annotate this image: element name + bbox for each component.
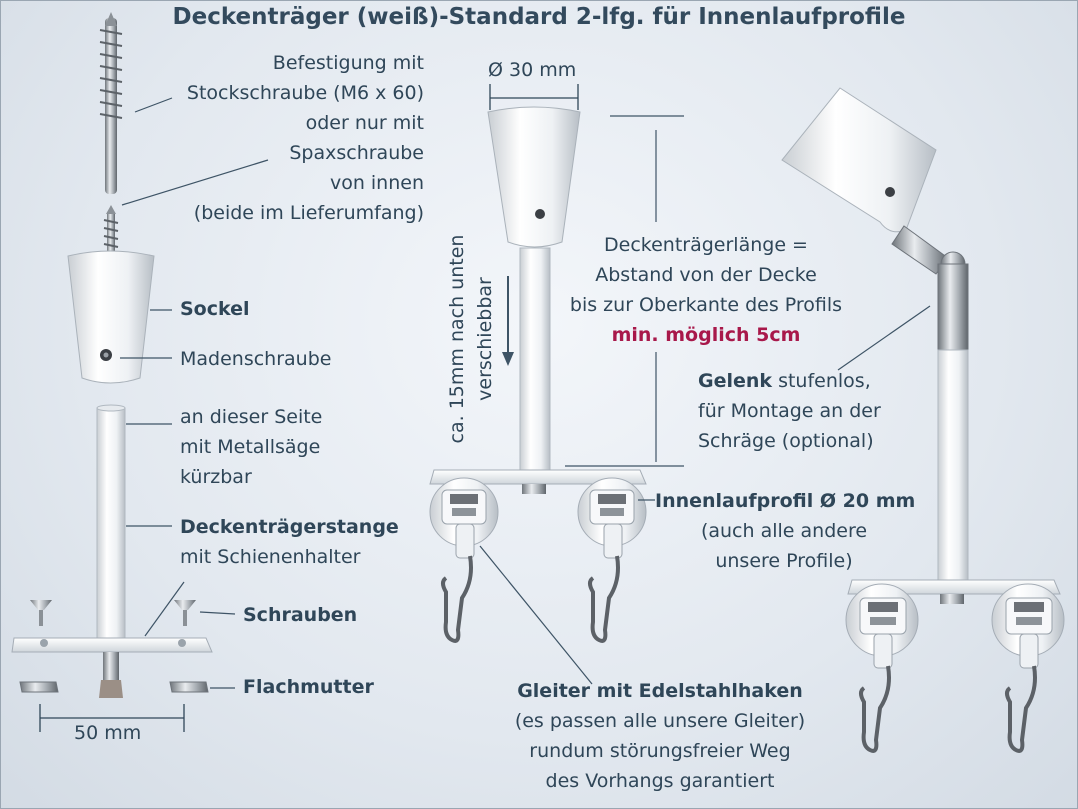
label-30mm: Ø 30 mm xyxy=(488,59,577,81)
label-laenge xyxy=(556,230,856,350)
label-verschiebbar xyxy=(443,219,499,459)
gleiter-line: rundum störungsfreier Weg xyxy=(529,740,791,762)
gelenk-line: für Montage an der xyxy=(698,400,881,422)
label-sockel: Sockel xyxy=(180,298,250,320)
screw-stockschraube xyxy=(100,12,122,194)
kuerzbar-line: mit Metallsäge xyxy=(180,436,321,458)
gelenk-bold: Gelenk xyxy=(698,370,773,392)
befestigung-line: oder nur mit xyxy=(305,112,424,134)
label-befestigung xyxy=(187,48,424,228)
laenge-line: Abstand von der Decke xyxy=(595,264,817,286)
screw-spax xyxy=(104,205,118,258)
kuerzbar-line: kürzbar xyxy=(180,466,252,488)
sockel-base xyxy=(68,251,154,383)
gleiter-line: des Vorhangs garantiert xyxy=(545,770,775,792)
label-madenschraube: Madenschraube xyxy=(180,348,332,370)
verschiebbar-line: verschiebbar xyxy=(474,277,496,401)
befestigung-line: Spaxschraube xyxy=(289,142,424,164)
label-stange xyxy=(180,512,399,572)
glider-right xyxy=(578,478,646,641)
innenlauf-line: (auch alle andere xyxy=(700,520,868,542)
verschiebbar-line: ca. 15mm nach unten xyxy=(446,234,468,444)
glider-right-left xyxy=(846,584,918,751)
rod-left xyxy=(97,405,125,640)
page-title: Deckenträger (weiß)-Standard 2-lfg. für Innenlaufprofile xyxy=(172,4,906,30)
label-gelenk xyxy=(698,366,881,456)
label-flachmutter: Flachmutter xyxy=(243,676,374,698)
slide-arrow xyxy=(502,276,514,366)
ceiling-mount-angled xyxy=(782,88,936,232)
label-gleiter xyxy=(480,676,840,796)
gelenk-rest: stufenlos, xyxy=(772,370,871,392)
gleiter-title: Gleiter mit Edelstahlhaken xyxy=(517,680,803,702)
befestigung-line: Stockschraube (M6 x 60) xyxy=(186,82,424,104)
befestigung-line: von innen xyxy=(329,172,424,194)
label-50mm: 50 mm xyxy=(74,722,142,744)
gelenk-line: Schräge (optional) xyxy=(698,430,874,452)
joint-gelenk xyxy=(892,226,968,350)
stange-title: Deckenträgerstange xyxy=(180,516,399,538)
stange-sub: mit Schienenhalter xyxy=(180,546,361,568)
glider-left xyxy=(430,478,498,641)
laenge-line: bis zur Oberkante des Profils xyxy=(569,294,843,316)
dimension-30mm xyxy=(490,84,578,110)
rod-right xyxy=(938,350,968,582)
label-innenlauf-sub xyxy=(674,516,894,576)
gleiter-line: (es passen alle unsere Gleiter) xyxy=(514,710,806,732)
kuerzbar-line: an dieser Seite xyxy=(180,406,323,428)
label-innenlauf: Innenlaufprofil Ø 20 mm xyxy=(655,490,916,512)
label-schrauben: Schrauben xyxy=(243,604,358,626)
glider-right-right xyxy=(992,584,1064,751)
gelenk-first-line xyxy=(698,366,881,396)
laenge-line: Deckenträgerlänge = xyxy=(604,234,808,256)
befestigung-line: (beide im Lieferumfang) xyxy=(193,202,424,224)
innenlauf-line: unsere Profile) xyxy=(715,550,853,572)
befestigung-line: Befestigung mit xyxy=(272,52,424,74)
label-kuerzbar xyxy=(180,402,322,492)
min-length: min. möglich 5cm xyxy=(611,324,801,346)
